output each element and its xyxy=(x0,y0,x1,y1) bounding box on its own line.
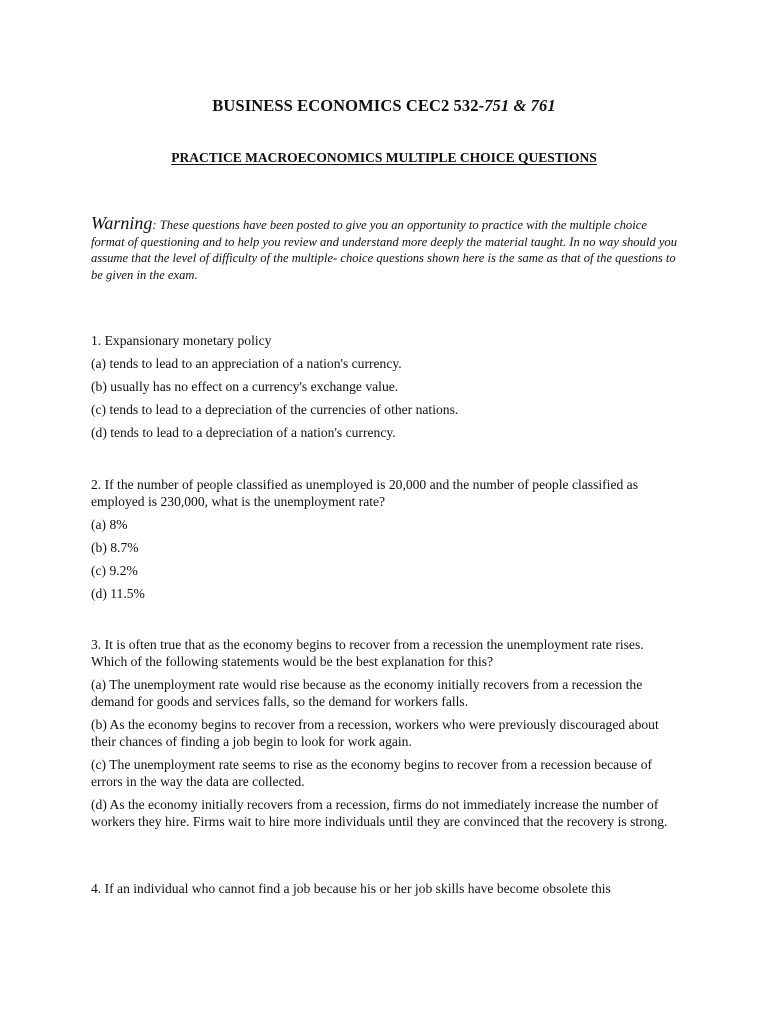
document-title xyxy=(0,96,768,116)
document-subtitle xyxy=(0,150,768,166)
question-stem: 4. If an individual who cannot find a job because his or her job skills have become obsolete this xyxy=(91,881,611,896)
question-option: (a) tends to lead to an appreciation of a nation's currency. xyxy=(91,356,402,371)
question-2 xyxy=(91,476,681,608)
question-1 xyxy=(91,332,681,447)
question-4 xyxy=(91,880,681,903)
question-stem: 3. It is often true that as the economy begins to recover from a recession the unemployment rate rises. Which of the following statements would be the best explanation for this? xyxy=(91,637,644,669)
question-3 xyxy=(91,636,681,836)
question-option: (c) 9.2% xyxy=(91,563,138,578)
question-option: (d) As the economy initially recovers from a recession, firms do not immediately increase the number of workers they hire. Firms wait to hire more individuals until they are convinced that the recovery is strong. xyxy=(91,797,668,829)
question-option: (c) The unemployment rate seems to rise as the economy begins to recover from a recession because of errors in the way the data are collected. xyxy=(91,757,653,789)
question-option: (c) tends to lead to a depreciation of the currencies of other nations. xyxy=(91,402,459,417)
subtitle-text: PRACTICE MACROECONOMICS MULTIPLE CHOICE QUESTIONS xyxy=(171,150,597,165)
question-option: (b) 8.7% xyxy=(91,540,139,555)
warning-word: Warning xyxy=(91,213,153,233)
title-course-numbers: 751 & 761 xyxy=(484,96,556,115)
question-stem: 2. If the number of people classified as unemployed is 20,000 and the number of people classified as employed is 230,000, what is the unemployment rate? xyxy=(91,477,638,509)
warning-paragraph xyxy=(91,215,681,283)
title-main: BUSINESS ECONOMICS CEC2 532- xyxy=(212,96,485,115)
question-option: (a) 8% xyxy=(91,517,128,532)
question-stem: 1. Expansionary monetary policy xyxy=(91,333,272,348)
question-option: (d) 11.5% xyxy=(91,586,145,601)
question-option: (b) usually has no effect on a currency's exchange value. xyxy=(91,379,399,394)
question-option: (d) tends to lead to a depreciation of a nation's currency. xyxy=(91,425,396,440)
question-option: (a) The unemployment rate would rise because as the economy initially recovers from a recession the demand for goods and services falls, so the demand for workers falls. xyxy=(91,677,643,709)
question-option: (b) As the economy begins to recover from a recession, workers who were previously discouraged about their chances of finding a job begin to look for work again. xyxy=(91,717,659,749)
warning-text: : These questions have been posted to give you an opportunity to practice with the multiple choice format of questioning and to help you review and understand more deeply the material taught. In no way should you assume that the level of difficulty of the multiple- choice questions shown here is the same as that of the questions to be given in the exam. xyxy=(91,218,678,282)
